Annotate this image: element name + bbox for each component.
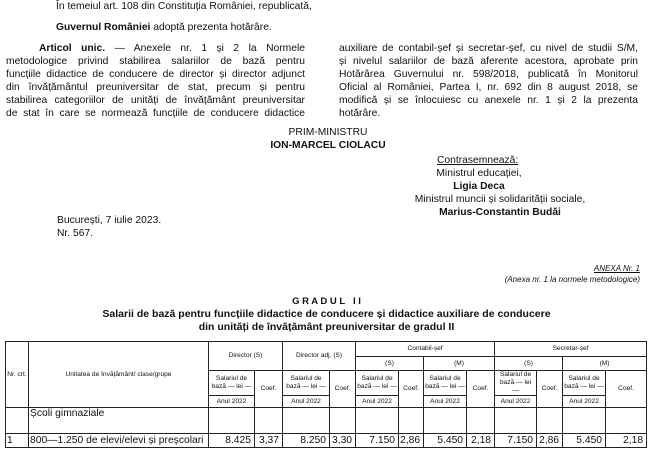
decision-number: Nr. 567. — [57, 228, 94, 239]
secretar-s-coef: 2,86 — [537, 434, 563, 448]
minister1-title: Ministrul educației, — [436, 168, 522, 179]
article-left-line-6: de stat în care se normează funcțiile de conducere didactice — [6, 108, 305, 119]
director-adj-salary: 8.250 — [283, 434, 330, 448]
article-left-line-3: funcțiile didactice de conducere de director și director adjunct — [6, 69, 305, 80]
contabil-m-coef: 2,18 — [467, 434, 495, 448]
header-year-4: Anul 2022 — [424, 396, 467, 408]
contabil-m-salary: 5.450 — [424, 434, 467, 448]
article-right-line-2: și nivelul salariilor de bază aferente acestora, aprobate prin — [339, 56, 638, 67]
secretar-s-salary: 7.150 — [495, 434, 537, 448]
salary-table — [5, 341, 647, 448]
header-contabil-s: (S) — [356, 357, 424, 371]
header-coef-5: Coef. — [537, 371, 563, 408]
annex-title-line-1: Salarii de bază pentru funcțiile didactice de conducere și didactice auxiliare de conducere — [102, 308, 551, 320]
director-coef: 3,37 — [255, 434, 283, 448]
contabil-s-coef: 2,86 — [399, 434, 424, 448]
section-label: Școli gimnaziale — [29, 408, 209, 434]
contabil-s-salary: 7.150 — [356, 434, 399, 448]
countersign-label: Contrasemnează: — [437, 155, 519, 166]
header-coef-2: Coef. — [330, 371, 356, 408]
government-adopts-line — [56, 21, 272, 34]
article-right-line-1: auxiliare de contabil-șef și secretar-șef, cu nivel de studii S/M, — [339, 43, 638, 54]
header-salary-6: Salariul de bază — lei — — [563, 371, 606, 396]
header-salary-4: Salariul de bază — lei — — [424, 371, 467, 396]
header-secretar-sef: Secretar-șef — [495, 342, 647, 357]
article-left-line-2: metodologice privind stabilirea salariilor de bază pentru — [6, 56, 305, 67]
header-unit: Unitatea de învățământ/ clase/grupe — [29, 342, 209, 408]
header-salary-5: Salariul de bază — lei — — [495, 371, 537, 396]
secretar-m-coef: 2,18 — [606, 434, 647, 448]
table-row — [6, 434, 647, 448]
place-date: București, 7 iulie 2023. — [57, 215, 162, 226]
header-salary-1: Salariul de bază — lei — — [209, 371, 255, 396]
government-name: Guvernul României — [56, 22, 151, 33]
secretar-m-salary: 5.450 — [563, 434, 606, 448]
article-title: Articol unic. — [39, 43, 106, 54]
article-left-line-4: din învățământul preuniversitar de stat, precum și pentru — [6, 82, 305, 93]
annex-title-line-2: din unități de învățământ preuniversitar de gradul II — [198, 321, 455, 333]
header-salary-2: Salariul de bază — lei — — [283, 371, 330, 396]
article-right-line-4: Oficial al României, Partea I, nr. 692 din 8 august 2018, se — [339, 82, 638, 93]
header-year-5: Anul 2022 — [495, 396, 537, 408]
header-year-6: Anul 2022 — [563, 396, 606, 408]
article-left-line-1: Articol unic. — Anexele nr. 1 și 2 la Normele — [39, 43, 306, 54]
header-director: Director (S) — [209, 342, 283, 371]
grade-heading: G R A D U L I I — [292, 296, 361, 307]
header-coef-3: Coef. — [399, 371, 424, 408]
header-director-adjunct: Director adj. (S) — [283, 342, 356, 371]
header-coef-1: Coef. — [255, 371, 283, 408]
annex-label: ANEXA Nr. 1 — [593, 264, 640, 273]
article-right-line-6: hotărâre. — [339, 108, 381, 119]
prime-minister-title: PRIM-MINISTRU — [288, 127, 368, 138]
header-year-1: Anul 2022 — [209, 396, 255, 408]
director-salary: 8.425 — [209, 434, 255, 448]
legal-basis-line: În temeiul art. 108 din Constituția României, republicată, — [56, 1, 312, 12]
article-left-line-5: stabilirea categoriilor de unități de învățământ preuniversitar — [6, 95, 305, 106]
minister2-name: Marius-Constantin Budăi — [439, 207, 561, 218]
article-right-line-5: modifică și se înlocuiesc cu anexele nr. 1 și 2 la prezenta — [339, 95, 638, 106]
header-year-3: Anul 2022 — [356, 396, 399, 408]
minister1-name: Ligia Deca — [453, 181, 505, 192]
minister2-title: Ministrul muncii și solidarității sociale, — [414, 194, 586, 205]
header-secretar-m: (M) — [563, 357, 647, 371]
row-nr: 1 — [6, 434, 29, 448]
header-contabil-m: (M) — [424, 357, 495, 371]
prime-minister-name: ION-MARCEL CIOLACU — [270, 140, 386, 151]
row-unit: 800—1.250 de elevi/elevi și preșcolari — [29, 434, 209, 448]
article-right-line-3: Hotărârea Guvernului nr. 598/2018, publicată în Monitorul — [339, 69, 638, 80]
header-salary-3: Salariul de bază — lei — — [356, 371, 399, 396]
header-coef-4: Coef. — [467, 371, 495, 408]
header-contabil-sef: Contabil-șef — [356, 342, 495, 357]
header-row-1 — [6, 342, 647, 357]
section-nr — [6, 408, 29, 434]
header-secretar-s: (S) — [495, 357, 563, 371]
director-adj-coef: 3,30 — [330, 434, 356, 448]
section-row — [6, 408, 647, 434]
adopts-text: adoptă prezenta hotărâre. — [150, 22, 272, 33]
header-coef-6: Coef. — [606, 371, 647, 408]
annex-reference: (Anexa nr. 1 la normele metodologice) — [504, 275, 640, 284]
header-nr-crt: Nr. crt. — [6, 342, 29, 408]
header-year-2: Anul 2022 — [283, 396, 330, 408]
